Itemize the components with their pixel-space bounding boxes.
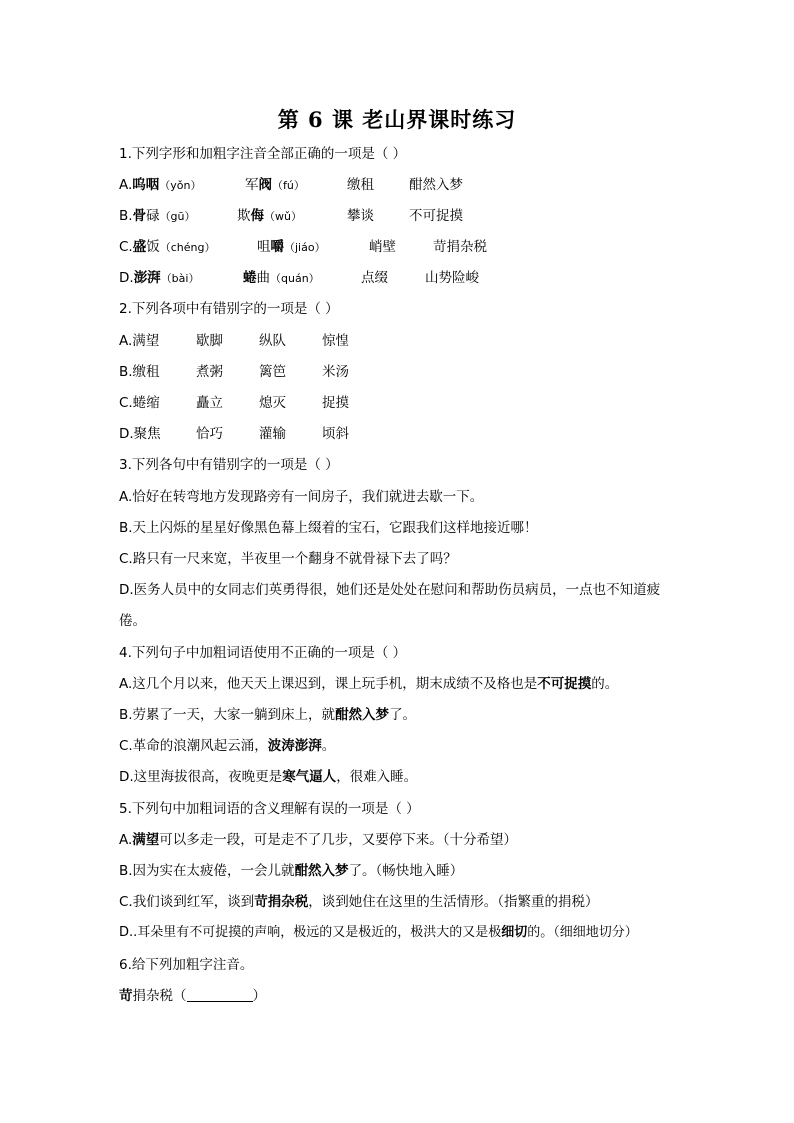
q1c-word1: C.盛饭（chéng） [119,239,216,255]
q2c-word2: 矗立 [196,395,223,411]
q2d-word4: 顷斜 [322,426,349,442]
q2d-word3: 灌输 [259,426,286,442]
q4-option-a: A.这几个月以来，他天天上课迟到，课上玩手机，期末成绩不及格也是不可捉摸的。 [119,676,619,692]
q2a-word3: 纵队 [259,333,286,349]
q5-option-b: B.因为实在太疲倦，一会儿就酣然入梦了。（畅快地入睡） [119,863,464,879]
q2c-word4: 捉摸 [322,395,349,411]
q1a-word3: 缴租 [347,177,374,193]
q1c-word3: 峭壁 [369,239,396,255]
q2d-word2: 恰巧 [196,426,223,442]
q1a-word1: A.呜咽（yǒn） [119,177,202,193]
q4-option-d: D.这里海拔很高，夜晚更是寒气逼人，很难入睡。 [119,769,418,785]
q1b-word2: 欺侮（wǔ） [237,208,302,224]
q2a-word1: A.满望 [119,333,160,349]
q1d-word2: 蜷曲（quán） [243,270,320,286]
page-title: 第 6 课 老山界课时练习 [277,107,517,132]
q1a-word4: 酣然入梦 [409,177,463,193]
q1-stem: 1.下列字形和加粗字注音全部正确的一项是（ ） [119,146,407,162]
q1d-word1: D.澎湃（bài） [119,270,200,286]
q2a-word2: 歇脚 [196,333,223,349]
q5-stem: 5.下列句中加粗词语的含义理解有误的一项是（ ） [119,801,420,817]
q5-option-d: D..耳朵里有不可捉摸的声响，极远的又是极近的，极洪大的又是极细切的。（细细地切分） [119,925,638,940]
q1a-word2: 军阀（fú） [245,177,305,193]
q2c-word3: 熄灭 [259,395,286,411]
q2-stem: 2.下列各项中有错别字的一项是（ ） [119,301,339,317]
q2a-word4: 惊惶 [322,333,349,349]
q1c-word4: 苛捐杂税 [433,239,487,255]
q2b-word3: 篱笆 [259,364,286,380]
q4-option-c: C.革命的浪潮风起云涌，波涛澎湃。 [119,738,336,754]
q3-stem: 3.下列各句中有错别字的一项是（ ） [119,457,339,473]
q5-option-c: C.我们谈到红军，谈到苛捐杂税，谈到她住在这里的生活情形。（指繁重的捐税） [119,894,599,910]
q1d-word4: 山势险峻 [425,270,479,286]
q1d-word3: 点缀 [361,270,388,286]
q1b-word3: 攀谈 [347,208,374,224]
q2c-word1: C.蜷缩 [119,395,160,411]
q6-item: 苛捐杂税（ ） [119,988,266,1004]
q3-option-d-line1: D.医务人员中的女同志们英勇得很，她们还是处处在慰问和帮助伤员病员，一点也不知道疲 [119,582,661,598]
q3-option-a: A.恰好在转弯地方发现路旁有一间房子，我们就进去歇一下。 [119,489,484,505]
q6-answer-blank[interactable] [187,987,253,1002]
q3-option-d-line2: 倦。 [119,613,146,629]
q2b-word4: 米汤 [322,364,349,380]
q3-option-b: B.天上闪烁的星星好像黑色幕上缀着的宝石，它跟我们这样地接近哪！ [119,520,538,536]
q1b-word1: B.骨碌（gū） [119,208,196,224]
q1c-word2: 咀嚼（jiáo） [257,239,326,255]
q4-option-b: B.劳累了一天，大家一躺到床上，就酣然入梦了。 [119,707,417,723]
q3-option-c: C.路只有一尺来宽，半夜里一个翻身不就骨禄下去了吗？ [119,551,457,567]
q4-stem: 4.下列句子中加粗词语使用不正确的一项是（ ） [119,645,407,661]
q5-option-a: A.满望可以多走一段，可是走不了几步，又要停下来。（十分希望） [119,832,518,848]
q2d-word1: D.聚焦 [119,426,161,442]
q6-stem: 6.给下列加粗字注音。 [119,957,254,973]
q1b-word4: 不可捉摸 [409,208,463,224]
q2b-word2: 煮粥 [196,364,223,380]
q2b-word1: B.缴租 [119,364,160,380]
